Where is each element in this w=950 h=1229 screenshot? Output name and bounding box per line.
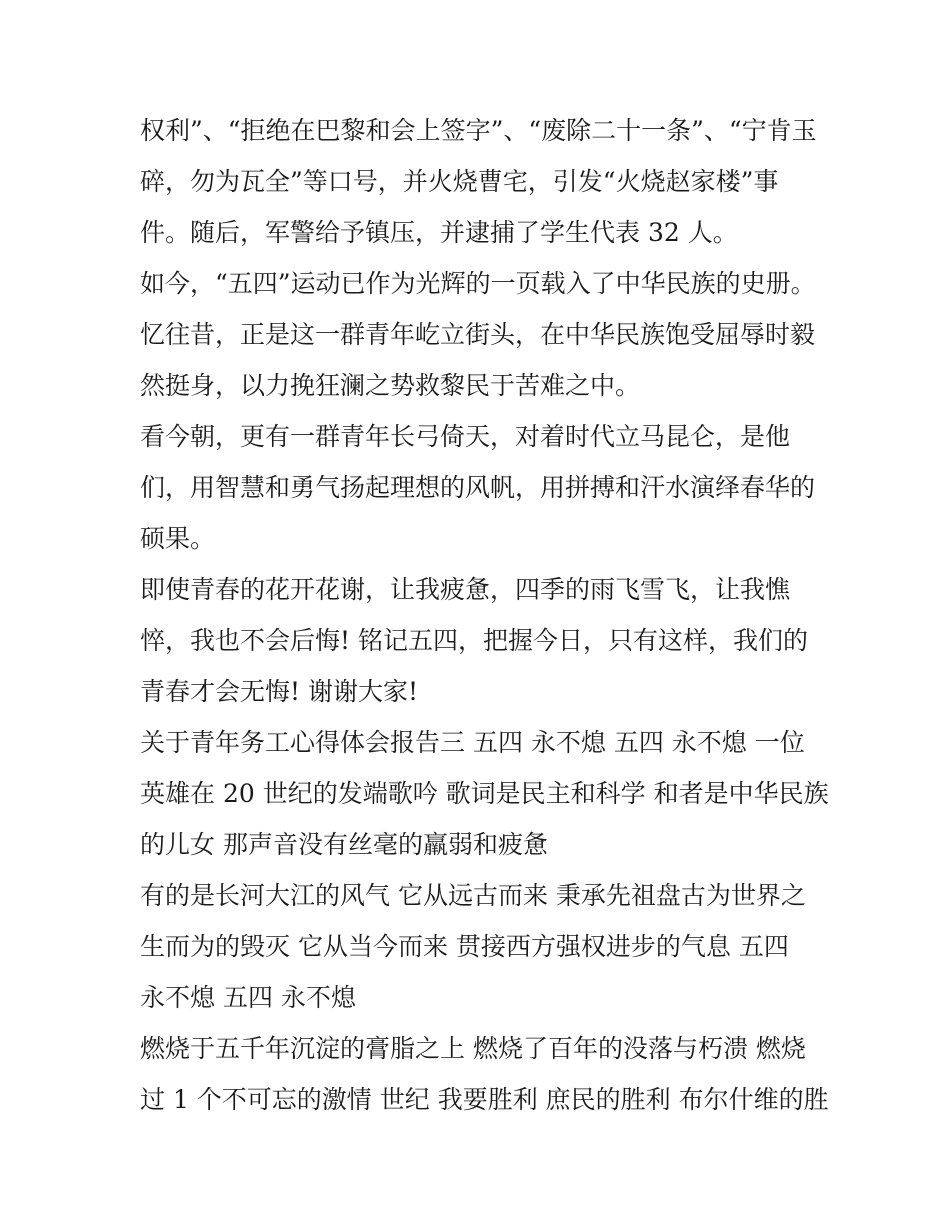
text-line: 即使青春的花开花谢，让我疲惫，四季的雨飞雪飞，让我憔 xyxy=(140,575,791,604)
text-line: 的儿女 那声音没有丝毫的羸弱和疲惫 xyxy=(140,830,548,859)
text-line: 生而为的毁灭 它从当今而来 贯接西方强权进步的气息 五四 xyxy=(140,932,789,961)
text-line: 硕果。 xyxy=(140,524,216,553)
document-body xyxy=(140,105,829,1125)
text-line: 青春才会无悔! 谢谢大家! xyxy=(140,677,419,706)
text-line: 永不熄 五四 永不熄 xyxy=(140,983,356,1012)
text-line: 权利”、“拒绝在巴黎和会上签字”、“废除二十一条”、“宁肯玉 xyxy=(140,116,817,145)
text-line: 件。随后，军警给予镇压，并逮捕了学生代表 32 人。 xyxy=(140,218,738,247)
text-line: 们，用智慧和勇气扬起理想的风帆，用拼搏和汗水演绎春华的 xyxy=(140,473,816,502)
text-line: 碎，勿为瓦全”等口号，并火烧曹宅，引发“火烧赵家楼”事 xyxy=(140,167,779,196)
text-line: 然挺身，以力挽狂澜之势救黎民于苦难之中。 xyxy=(140,371,641,400)
text-line: 悴，我也不会后悔! 铭记五四，把握今日，只有这样，我们的 xyxy=(140,626,808,655)
text-line: 看今朝，更有一群青年长弓倚天，对着时代立马昆仑，是他 xyxy=(140,422,791,451)
text-line: 燃烧于五千年沉淀的膏脂之上 燃烧了百年的没落与朽溃 燃烧 xyxy=(140,1034,806,1063)
text-line: 英雄在 20 世纪的发端歌吟 歌词是民主和科学 和者是中华民族 xyxy=(140,779,829,808)
text-line: 过 1 个不可忘的激情 世纪 我要胜利 庶民的胜利 布尔什维的胜 xyxy=(140,1085,829,1114)
text-line: 关于青年务工心得体会报告三 五四 永不熄 五四 永不熄 一位 xyxy=(140,728,805,757)
text-line: 忆往昔，正是这一群青年屹立街头，在中华民族饱受屈辱时毅 xyxy=(140,320,816,349)
text-line: 如今，“五四”运动已作为光辉的一页载入了中华民族的史册。 xyxy=(140,269,816,298)
text-line: 有的是长河大江的风气 它从远古而来 秉承先祖盘古为世界之 xyxy=(140,881,806,910)
